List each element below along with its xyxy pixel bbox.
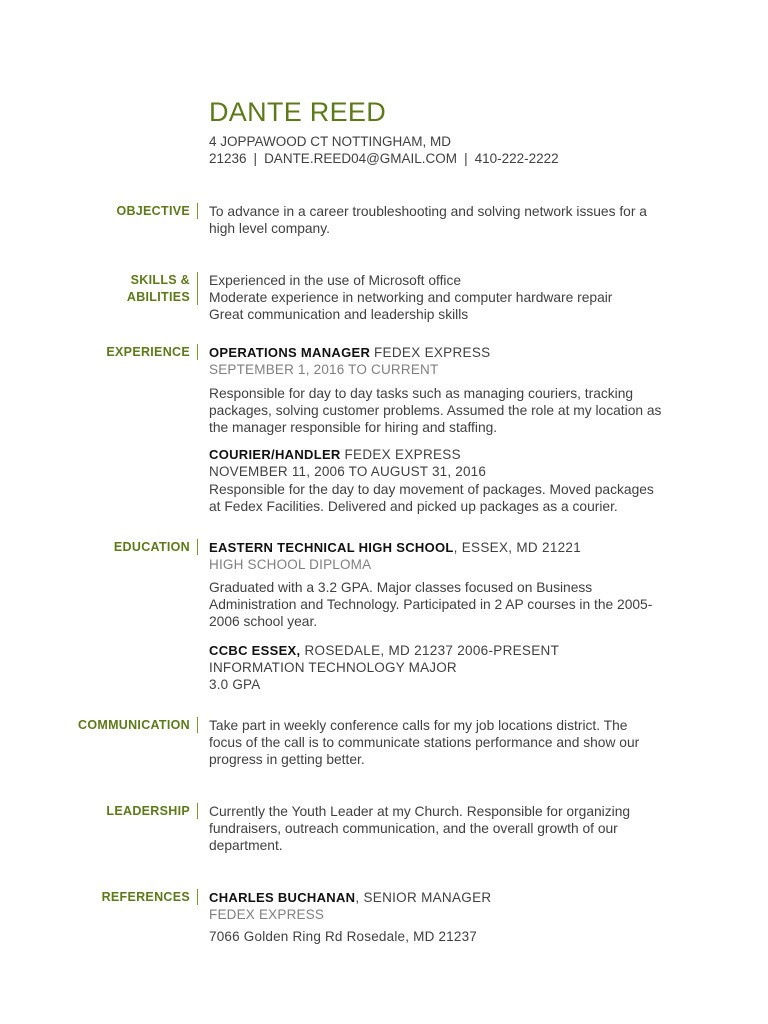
experience-job-1 <box>209 344 669 436</box>
school-degree: HIGH SCHOOL DIPLOMA <box>209 557 372 572</box>
reference-name: CHARLES BUCHANAN <box>209 890 356 905</box>
zip-code: 21236 <box>209 151 247 166</box>
phone: 410-222-2222 <box>474 151 559 166</box>
reference-company: FEDEX EXPRESS <box>209 907 325 922</box>
contact-line <box>209 150 559 167</box>
reference-entry <box>209 889 669 945</box>
skill-item: Moderate experience in networking and computer hardware repair <box>209 290 613 305</box>
job-dates: NOVEMBER 11, 2006 TO AUGUST 31, 2016 <box>209 464 487 479</box>
section-label-education: EDUCATION <box>113 540 190 554</box>
job-dates: SEPTEMBER 1, 2016 TO CURRENT <box>209 362 439 377</box>
education-school-1 <box>209 539 669 630</box>
reference-address: 7066 Golden Ring Rd Rosedale, MD 21237 <box>209 929 478 944</box>
school-degree: INFORMATION TECHNOLOGY MAJOR <box>209 660 457 675</box>
address-line: 4 JOPPAWOOD CT NOTTINGHAM, MD <box>209 134 452 149</box>
job-company: FEDEX EXPRESS <box>374 345 491 360</box>
experience-job-2 <box>209 446 669 515</box>
section-label-objective: OBJECTIVE <box>116 204 190 218</box>
separator: | <box>464 151 468 166</box>
skills-label-line1: SKILLS & <box>130 273 190 287</box>
job-description: Responsible for the day to day movement of packages. Moved packages at Fedex Facilities. Delivered and picked up packages as a courier. <box>209 482 654 514</box>
job-title: COURIER/HANDLER <box>209 447 341 462</box>
job-description: Responsible for day to day tasks such as managing couriers, tracking packages, solving customer problems. Assumed the role at my location as the manager responsible for hiring and staffing. <box>209 386 662 435</box>
school-gpa: 3.0 GPA <box>209 677 261 692</box>
section-divider <box>197 539 198 555</box>
skills-label-line2: ABILITIES <box>126 290 190 304</box>
email: DANTE.REED04@GMAIL.COM <box>264 151 458 166</box>
resume-name: DANTE REED <box>209 97 387 127</box>
school-name: CCBC ESSEX, <box>209 643 301 658</box>
job-title: OPERATIONS MANAGER <box>209 345 371 360</box>
section-label-leadership: LEADERSHIP <box>106 804 190 818</box>
communication-text: Take part in weekly conference calls for my job locations district. The focus of the call is to communicate stations performance and show our progress in getting better. <box>209 718 640 767</box>
section-divider <box>197 803 198 819</box>
section-divider <box>197 344 198 360</box>
section-divider <box>197 203 198 219</box>
reference-role: , SENIOR MANAGER <box>355 890 492 905</box>
skill-item: Great communication and leadership skills <box>209 307 469 322</box>
section-label-references: REFERENCES <box>101 890 190 904</box>
school-location: , ESSEX, MD 21221 <box>453 540 582 555</box>
job-company: FEDEX EXPRESS <box>344 447 461 462</box>
section-divider <box>197 272 198 305</box>
section-label-skills <box>0 272 190 306</box>
section-divider <box>197 717 198 733</box>
skill-item: Experienced in the use of Microsoft office <box>209 273 462 288</box>
section-label-communication: COMMUNICATION <box>78 718 190 732</box>
education-school-2 <box>209 642 669 693</box>
section-label-experience: EXPERIENCE <box>106 345 190 359</box>
school-description: Graduated with a 3.2 GPA. Major classes focused on Business Administration and Technology. Participated in 2 AP courses in the 2005-2006 school year. <box>209 580 653 629</box>
leadership-text: Currently the Youth Leader at my Church. Responsible for organizing fundraisers, outreach communication, and the overall growth of our department. <box>209 804 631 853</box>
separator: | <box>253 151 258 166</box>
section-divider <box>197 889 198 905</box>
objective-text: To advance in a career troubleshooting and solving network issues for a high level company. <box>209 204 647 236</box>
school-location: ROSEDALE, MD 21237 2006-PRESENT <box>300 643 560 658</box>
skills-list <box>209 272 669 323</box>
school-name: EASTERN TECHNICAL HIGH SCHOOL <box>209 540 454 555</box>
